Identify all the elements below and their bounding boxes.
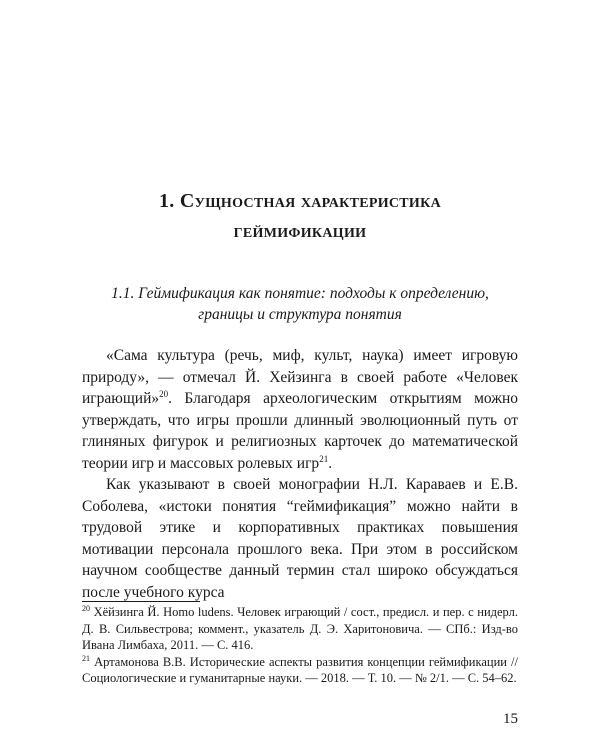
chapter-title-line-1 — [60, 186, 540, 216]
chapter-title — [60, 186, 540, 246]
paragraph-2: Как указывают в своей монографии Н.Л. Караваев и Е.В. Соболева, «истоки понятия “геймификация” можно найти в трудовой этике и корпоративных практиках повышения мотивации персонала прошлого века. При этом в российском научном сообществе данный термин стал широко обсуждаться после учебного курса — [82, 476, 518, 601]
section-title — [80, 283, 520, 325]
chapter-title-line-2: геймификации — [233, 220, 367, 242]
paragraph-1-part-1: «Сама культура (речь, миф, культ, наука) имеет игровую природу», — отмечал Й. Хейзинга в своей работе «Человек играющий» — [82, 347, 518, 407]
footnote-ref-21: 21 — [319, 453, 329, 464]
footnote-21 — [82, 654, 518, 687]
chapter-number: 1. — [159, 190, 175, 212]
footnote-number: 21 — [82, 653, 90, 663]
paragraph-1-part-3: . — [328, 454, 333, 472]
footnote-divider — [82, 601, 200, 602]
page-number: 15 — [503, 711, 518, 727]
body-text — [82, 345, 518, 603]
paragraph-1 — [82, 345, 518, 474]
section-title-line-2: границы и структура понятия — [198, 306, 402, 323]
chapter-title-text: Сущностная характеристика — [179, 190, 441, 212]
footnotes — [82, 604, 518, 687]
section-title-line-1: 1.1. Геймификация как понятие: подходы к определению, — [111, 285, 489, 302]
footnote-20 — [82, 604, 518, 654]
footnote-text: Артамонова В.В. Исторические аспекты развития концепции геймификации // Социологические и гуманитарные науки. — 2018. — Т. 10. — № 2/1. — С. 54–62. — [82, 654, 518, 685]
paragraph-1-part-2: . Благодаря археологическим открытиям можно утверждать, что игры прошли длинный эволюционный путь от глиняных фигурок и религиозных карточек до математической теории игр и массовых ролевых игр — [82, 390, 518, 472]
footnote-text: Хёйзинга Й. Homo ludens. Человек играющий / сост., предисл. и пер. с нидерл. Д. В. Сильвестрова; коммент., указатель Д. Э. Харитоновича. — СПб.: Изд-во Ивана Лимбаха, 2011. — С. 416. — [82, 605, 518, 652]
footnote-ref-20: 20 — [159, 389, 169, 399]
footnote-number: 20 — [82, 604, 90, 613]
